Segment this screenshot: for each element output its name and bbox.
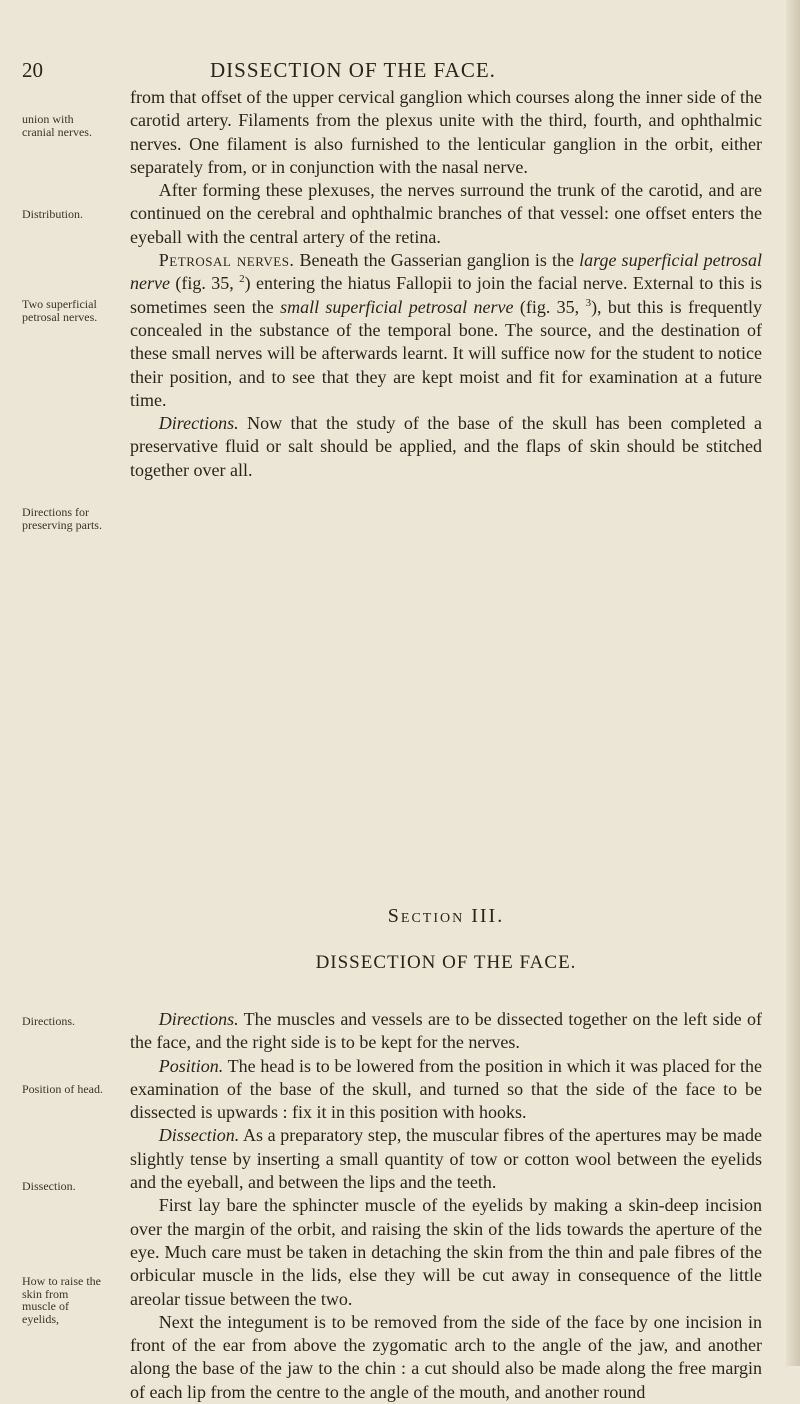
paragraph: Position. The head is to be lowered from the position in which it was placed for the examination of the base of the skull, and turned so that the side of the face to be dissected is upwards : fix it in this position with hooks. xyxy=(130,1055,762,1123)
paragraph: Dissection. As a preparatory step, the muscular fibres of the apertures may be made slightly tense by inserting a small quantity of tow or cotton wool between the eyelids and the eyeball, and between the lips and the teeth. xyxy=(130,1125,762,1193)
paragraph: Directions. The muscles and vessels are to be dissected together on the left side of the face, and the right side is to be kept for the nerves. xyxy=(130,1009,762,1053)
paragraph: First lay bare the sphincter muscle of the eyelids by making a skin-deep incision over the margin of the orbit, and raising the skin of the lids towards the aperture of the eye. Much care must be taken in detaching the skin from the thin and pale fibres of the orbicular muscle in the lids, else they will be cut away in consequence of the little areolar tissue between the two. xyxy=(130,1195,762,1309)
paragraph-label: Directions. xyxy=(158,1009,239,1029)
margin-note-preserving: Directions for preserving parts. xyxy=(22,505,102,532)
page-number: 20 xyxy=(22,58,43,82)
term: large superficial petrosal nerve xyxy=(130,250,762,294)
running-head: DISSECTION OF THE FACE. xyxy=(210,58,496,82)
paragraph-label: Directions. xyxy=(158,413,239,434)
paragraph: from that offset of the upper cervical ganglion which courses along the inner side of the carotid artery. Filaments from the plexus unite with the third, fourth, and ophthalmic nerves. One filament is also furnished to the lenticular ganglion in the orbit, either separately from, or in conjunction with the nasal nerve. xyxy=(130,87,762,177)
section-number: Section III. xyxy=(387,905,505,927)
paragraph: After forming these plexuses, the nerves surround the trunk of the carotid, and are continued on the cerebral and ophthalmic branches of that vessel: one offset enters the eyeball with the central artery of the retina. xyxy=(130,180,762,247)
paragraph-label: Position. xyxy=(158,1055,224,1076)
lower-text-block xyxy=(130,1008,762,1404)
page-header xyxy=(0,58,800,88)
margin-note-union: union with cranial nerves. xyxy=(22,112,92,139)
paragraph: Directions. Now that the study of the base of the skull has been completed a preservative fluid or salt should be applied, and the flaps of skin should be stitched together over all. xyxy=(130,413,762,480)
margin-note-raise-skin: How to raise the skin from muscle of eyelids, xyxy=(22,1274,101,1326)
section-title: DISSECTION OF THE FACE. xyxy=(315,952,577,973)
margin-note-dissection: Dissection. xyxy=(22,1179,76,1193)
margin-note-position: Position of head. xyxy=(22,1082,103,1096)
margin-note-distribution: Distribution. xyxy=(22,207,84,221)
paragraph-label: Petrosal nerves. xyxy=(158,250,295,271)
margin-note-directions: Directions. xyxy=(22,1014,75,1028)
paragraph: Next the integument is to be removed from the side of the face by one incision in front of the ear from above the zygomatic arch to the angle of the jaw, and another along the base of the jaw to the chin : a cut should also be made along the free margin of each lip from the centre to the angle of the mouth, and another round xyxy=(130,1311,762,1402)
term: small superficial petrosal nerve xyxy=(280,296,514,317)
margin-note-petrosal: Two superficial petrosal nerves. xyxy=(22,297,98,324)
page-edge xyxy=(786,0,800,1366)
paragraph-label: Dissection. xyxy=(158,1125,240,1146)
paragraph: Petrosal nerves. Beneath the Gasserian ganglion is the large superficial petrosal nerve (fig. 35, $^2$) entering the hiatus Fallopii to join the facial nerve. External to this is sometimes seen the small superficial petrosal nerve (fig. 35, $^3$), but this is frequently concealed in the substance of the temporal bone. The source, and the destination of these small nerves will be afterwards learnt. It will suffice now for the student to notice their position, and to see that they are kept moist and fit for examination at a future time. xyxy=(130,250,762,410)
upper-text-block xyxy=(130,86,762,482)
